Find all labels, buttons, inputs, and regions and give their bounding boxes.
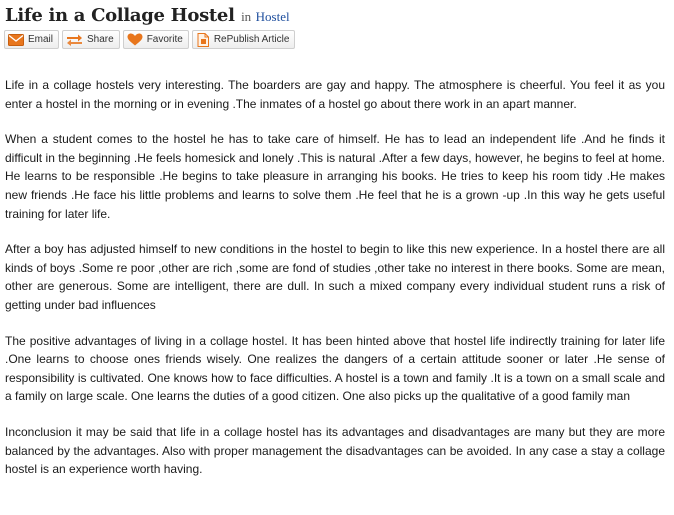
article-paragraph: When a student comes to the hostel he has to take care of himself. He has to lead an independent life .And he finds it difficult in the beginning .He feels homesick and lonely .This is natural .After a few days, however, he begins to feel at home. He learns to be responsible .He begins to take pleasure in arranging his books. He tries to keep his room tidy .He makes new friends .He face his little problems and learns to solve them .He feel that he is a grown -up .In this way he gets useful training for later life.	[5, 132, 665, 221]
category-link[interactable]: Hostel	[255, 9, 290, 24]
favorite-button[interactable]	[123, 30, 189, 49]
republish-icon	[196, 33, 210, 47]
share-button[interactable]	[62, 30, 120, 49]
article-toolbar	[4, 30, 295, 49]
article-body	[5, 76, 665, 496]
republish-article-button[interactable]	[192, 30, 296, 49]
favorite-icon	[127, 33, 143, 46]
email-label: Email	[28, 34, 54, 45]
category-prefix: in	[241, 9, 252, 24]
favorite-label: Favorite	[146, 34, 183, 45]
republish-label: RePublish Article	[213, 34, 290, 45]
article-paragraph: Inconclusion it may be said that life in a collage hostel has its advantages and disadvantages are many but they are more balanced by the advantages. Also with proper management the disadvantages can be avoided. In any case a stay a collage hostel is an experience worth having.	[5, 424, 665, 477]
email-icon	[8, 34, 24, 46]
email-button[interactable]	[4, 30, 59, 49]
article-paragraph: The positive advantages of living in a collage hostel. It has been hinted above that hostel life indirectly training for later life .One learns to choose ones friends wisely. One realizes the dangers of a certain attitude sooner or later .He sense of responsibility is cultivated. One knows how to face difficulties. A hostel is a town and family .It is a town on a small scale and a family on large scale. One learns the duties of a good citizen. One also picks up the qualitative of a good family man	[5, 333, 665, 404]
article-title: Life in a Collage Hostel	[5, 5, 235, 26]
share-label: Share	[87, 34, 114, 45]
article-paragraph: Life in a collage hostels very interesting. The boarders are gay and happy. The atmosphere is cheerful. You feel it as you enter a hostel in the morning or in evening .The inmates of a hostel go about there work in an apart manner.	[5, 78, 665, 111]
article-paragraph: After a boy has adjusted himself to new conditions in the hostel to begin to like this new experience. In a hostel there are all kinds of boys .Some re poor ,other are rich ,some are fond of studies ,other take no interest in there books. Some are mean, other are generous. Some are intelligent, there are dull. In such a mixed company every individual student runs a risk of getting under bad influences	[5, 242, 665, 312]
article-header	[5, 5, 290, 26]
share-icon	[66, 33, 83, 46]
